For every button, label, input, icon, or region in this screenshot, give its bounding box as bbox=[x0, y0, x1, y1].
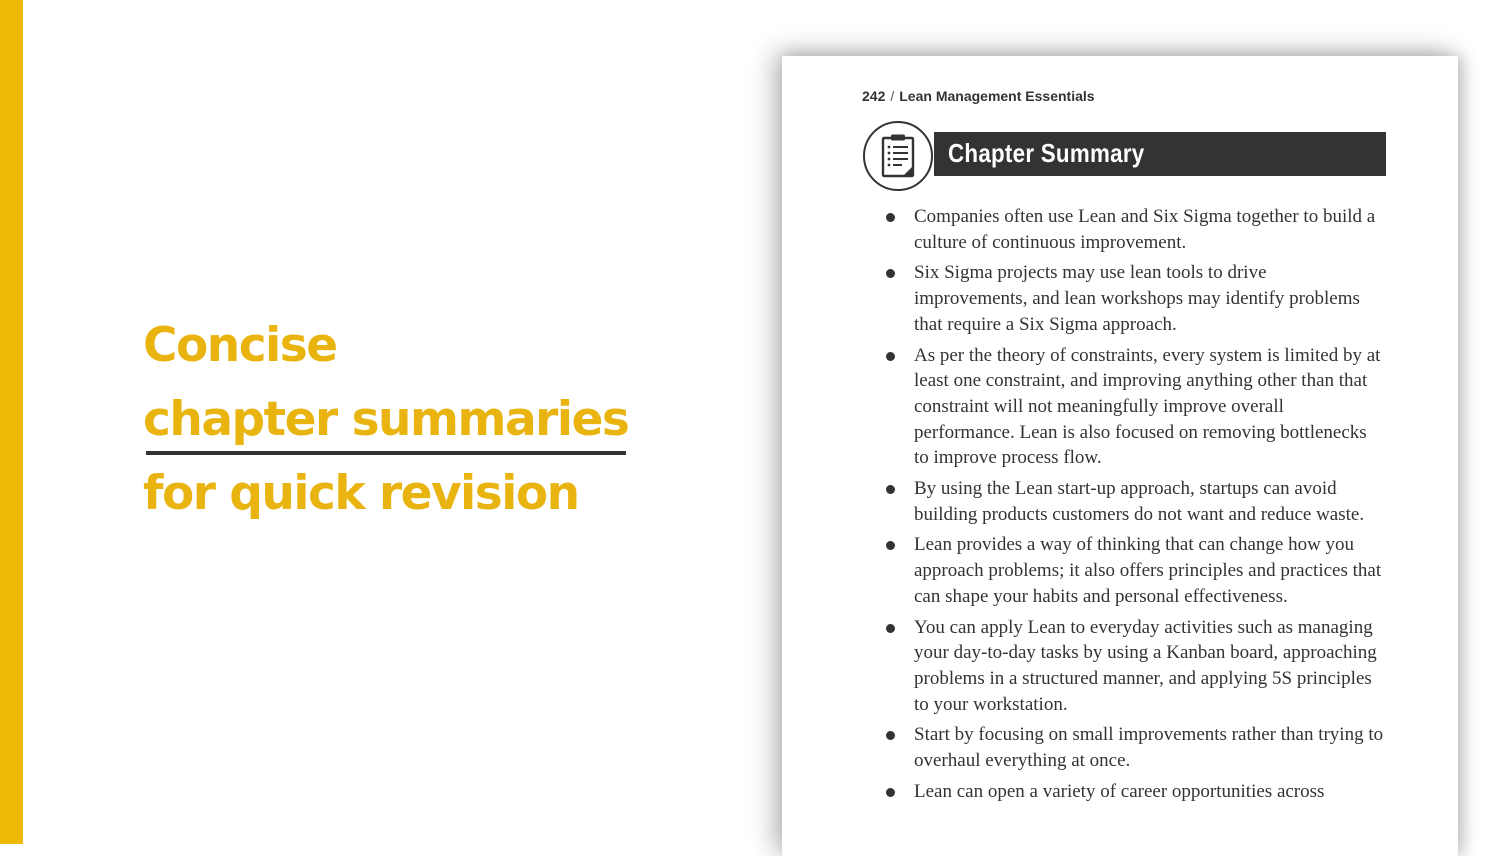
headline-line-1: Concise bbox=[143, 318, 337, 373]
summary-item-text: Lean provides a way of thinking that can change how you approach problems; it also offers principles and practices that can shape your habits and personal effectiveness. bbox=[914, 534, 1382, 607]
bullet-icon bbox=[886, 788, 895, 797]
summary-item bbox=[884, 779, 1384, 805]
bullet-icon bbox=[886, 731, 895, 740]
headline-divider bbox=[146, 451, 626, 455]
summary-list bbox=[884, 204, 1384, 809]
summary-item bbox=[884, 260, 1384, 337]
bullet-icon bbox=[886, 485, 895, 494]
accent-sidebar-bar bbox=[0, 0, 23, 844]
summary-item bbox=[884, 204, 1384, 255]
summary-item bbox=[884, 722, 1384, 773]
bullet-icon bbox=[886, 352, 895, 361]
summary-item bbox=[884, 615, 1384, 718]
bullet-icon bbox=[886, 541, 895, 550]
summary-item-text: By using the Lean start-up approach, startups can avoid building products customers do not want and reduce waste. bbox=[914, 478, 1365, 525]
summary-item-text: Start by focusing on small improvements rather than trying to overhaul everything at once. bbox=[914, 724, 1384, 772]
bullet-icon bbox=[886, 624, 895, 633]
summary-item bbox=[884, 532, 1384, 609]
running-head-separator: / bbox=[890, 88, 895, 104]
summary-item-text: Six Sigma projects may use lean tools to drive improvements, and lean workshops may identify problems that require a Six Sigma approach. bbox=[914, 262, 1360, 335]
summary-item-text: Companies often use Lean and Six Sigma together to build a culture of continuous improvement. bbox=[914, 206, 1376, 253]
headline-line-2: chapter summaries bbox=[143, 392, 629, 447]
summary-item-text: You can apply Lean to everyday activities such as managing your day-to-day tasks by using a Kanban board, approaching problems in a structured manner, and applying 5S principles to your workstation. bbox=[914, 616, 1377, 715]
headline-line-3: for quick revision bbox=[143, 466, 579, 521]
summary-item-text: As per the theory of constraints, every system is limited by at least one constraint, and improving anything other than that constraint will not meaningfully improve overall performance. Lean is also focused on removing bottlenecks to improve process flow. bbox=[914, 344, 1381, 469]
summary-item bbox=[884, 476, 1384, 527]
bullet-icon bbox=[886, 269, 895, 278]
bullet-icon bbox=[886, 213, 895, 222]
section-title-band bbox=[934, 132, 1386, 176]
section-title: Chapter Summary bbox=[948, 138, 1145, 168]
summary-item-text: Lean can open a variety of career opportunities across bbox=[914, 780, 1325, 802]
book-page bbox=[782, 56, 1458, 856]
clipboard-checklist-icon bbox=[863, 121, 933, 191]
slide-headline bbox=[143, 309, 663, 531]
summary-item bbox=[884, 343, 1384, 472]
book-title: Lean Management Essentials bbox=[899, 88, 1095, 104]
page-number: 242 bbox=[862, 88, 886, 104]
running-head bbox=[862, 88, 1095, 104]
